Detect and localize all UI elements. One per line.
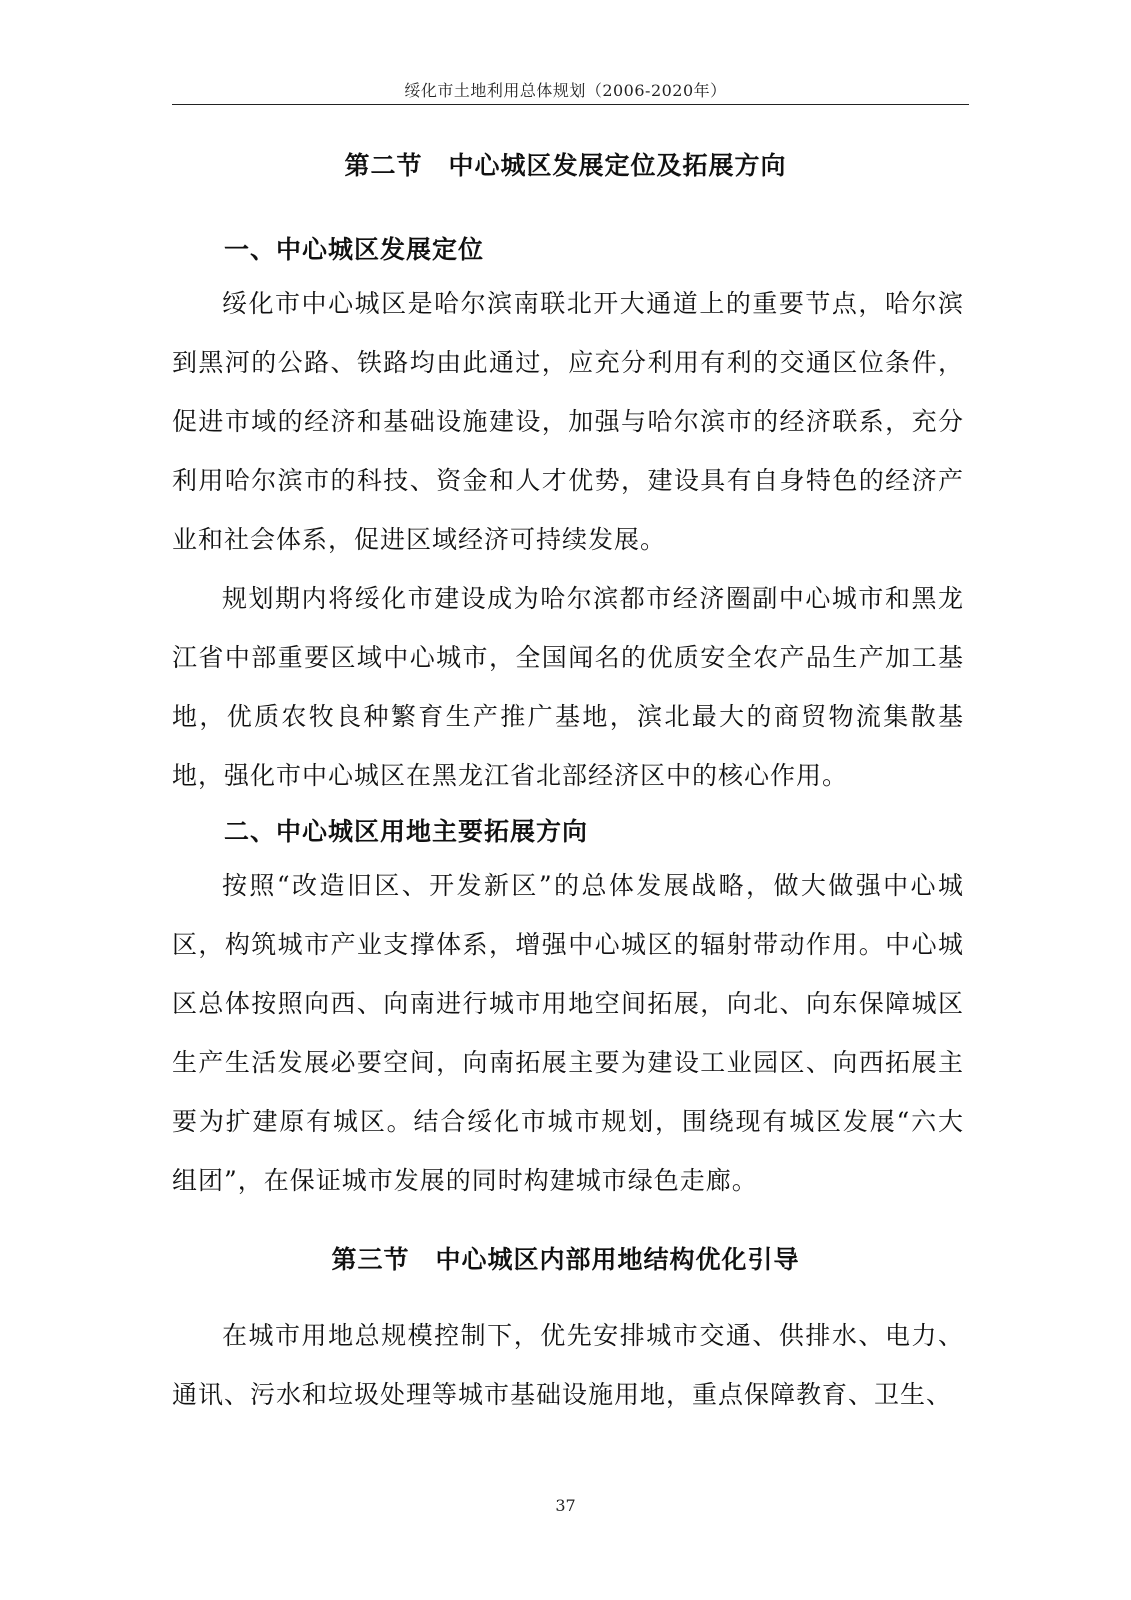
section-3-heading: 第三节 中心城区内部用地结构优化引导	[331, 1245, 800, 1274]
paragraph-structure-optimization: 在城市用地总规模控制下，优先安排城市交通、供排水、电力、通讯、污水和垃圾处理等城市基础设施用地，重点保障教育、卫生、	[172, 1321, 964, 1409]
subsection-1-heading: 一、中心城区发展定位	[224, 235, 485, 264]
header-rule	[172, 104, 969, 105]
section-2-heading: 第二节 中心城区发展定位及拓展方向	[344, 151, 787, 180]
subsection-2-heading: 二、中心城区用地主要拓展方向	[224, 817, 589, 846]
paragraph-expansion-direction: 按照“改造旧区、开发新区”的总体发展战略，做大做强中心城区，构筑城市产业支撑体系，增强中心城区的辐射带动作用。中心城区总体按照向西、向南进行城市用地空间拓展，向北、向东保障城区生产生活发展必要空间，向南拓展主要为建设工业园区、向西拓展主要为扩建原有城区。结合绥化市城市规划，围绕现有城区发展“六大组团”，在保证城市发展的同时构建城市绿色走廊。	[172, 871, 964, 1195]
paragraph-development-positioning-2: 规划期内将绥化市建设成为哈尔滨都市经济圈副中心城市和黑龙江省中部重要区域中心城市，全国闻名的优质安全农产品生产加工基地，优质农牧良种繁育生产推广基地，滨北最大的商贸物流集散基地，强化市中心城区在黑龙江省北部经济区中的核心作用。	[172, 584, 964, 790]
page-number: 37	[555, 1496, 576, 1515]
running-header: 绥化市土地利用总体规划（2006-2020年）	[404, 81, 727, 100]
paragraph-development-positioning-1: 绥化市中心城区是哈尔滨南联北开大通道上的重要节点，哈尔滨到黑河的公路、铁路均由此通过，应充分利用有利的交通区位条件，促进市域的经济和基础设施建设，加强与哈尔滨市的经济联系，充分利用哈尔滨市的科技、资金和人才优势，建设具有自身特色的经济产业和社会体系，促进区域经济可持续发展。	[172, 289, 964, 554]
